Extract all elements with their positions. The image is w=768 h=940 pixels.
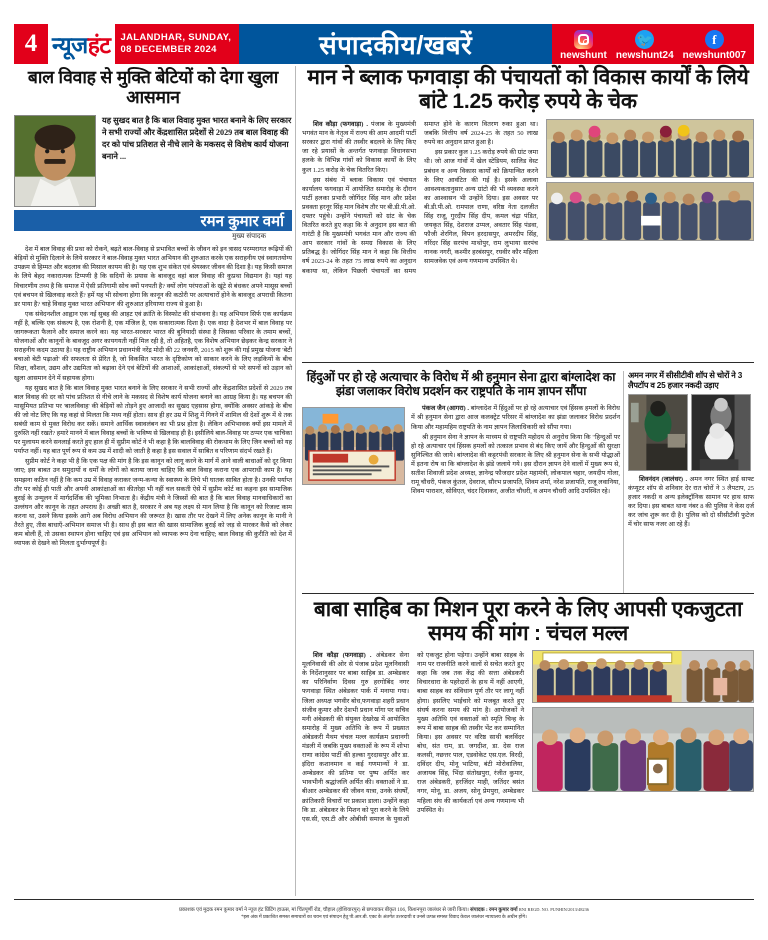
masthead-left-block: [14, 24, 115, 64]
page-footer: [14, 906, 754, 922]
hanuman-headline: हिंदुओं पर हो रहे अत्याचार के विरोध में श्री हनुमान सेना द्वारा बांग्लादेश का झंडा जलाकर विरोध प्रदर्शन कर राष्ट्रपति के नाम ज्ञापन सौंपा: [306, 370, 616, 398]
edition-date: [115, 24, 240, 64]
hanuman-sena-article: [302, 371, 620, 497]
cctv-text: अमन नगर स्थित हाई साफ्ट कंप्यूटर शॉप से शनिवार देर रात चोरों ने 3 लैपटाप, 25 हजार नकदी व अन्य इलेक्ट्रॉनिक सामान पर हाथ साफ कर दिया। इस बाबत थाना नंबर 8 की पुलिस ने केस दर्ज कर जांच शुरू कर दी है। पुलिस को दो सीसीटीवी फुटेज में चोर साफ नजर आ रहे हैं।: [628, 476, 754, 529]
social-facebook[interactable]: [683, 30, 746, 61]
cctv-footage-photo-1: [628, 394, 688, 471]
main-story-byline: शिव कौड़ा (फगवाड़ा) .: [313, 121, 368, 129]
social-instagram[interactable]: [560, 30, 607, 61]
main-story-text: पंजाब के मुख्यमंत्री भगवंत मान के नेतृत्व में राज्य की आम आदमी पार्टी सरकार द्वारा गांवों की तस्वीर बदलने के लिए किए जा रहे प्रयासों के अन्तर्गत फगवाड़ा विधानसभा हलके के विभिन्न गांवों को विकास कार्यों के लिए कुल 1.25 करोड़ के चेक वितरित किए।: [302, 121, 416, 174]
instagram-icon: [574, 30, 593, 49]
column-divider: [623, 371, 624, 593]
baba-sahib-article: [302, 598, 754, 824]
editorial-author-role: मुख्य संपादक: [232, 233, 266, 241]
baba-photos: [532, 650, 754, 792]
hanuman-text: बांग्लादेश में हिंदुओं पर हो रहे अत्याचार एवं हिंसक हमलों के विरोध में श्री हनुमान सेना द्वारा आज कलक्ट्रेट परिसर में बांग्लादेश का झंडा जलाकर विरोध प्रदर्शन किया और महामहिम राष्ट्रपति के नाम ज्ञापन जिलाधिकारी को सौंपा गया।: [411, 405, 620, 431]
logo-text-secondary: हंट: [87, 32, 111, 58]
cctv-paragraph: [628, 475, 754, 530]
footer-rni: RNI REGD. NO. PUNHIN/2013/48236: [518, 907, 589, 912]
section-title: संपादकीय/खबरें: [239, 24, 552, 64]
main-story-paragraph: इस संबंध में ब्लाक विकास एवं पंचायत कार्यालय फगवाड़ा में आयोजित समारोह के दौरान पार्टी हलका प्रभारी जोगिंदर सिंह मान और प्रदेश प्रवक्ता हरनूर सिंह मान विशेष तौर पर बी.डी.पी.ओ. दफ्तर पहुंचे। उन्होंने पंचायतों को ग्रांट के चेक वितरित करते हुए कहा कि ये अनुदान इस बात की गारंटी है कि मुख्यमंत्री भगवंत मान और राज्य की आप सरकार गांवों के समग्र विकास के लिए प्रतिबद्ध है। जोगिंदर सिंह मान ने कहा कि वित्तीय वर्ष 2023-24 के तहत 75 लाख रुपये का अनुदान बकाया था, लेकिन पिछली पंचायतों का समय समाप्त होने के कारण वितरण रुका हुआ था। जबकि वित्तीय वर्ष 2024-25 के तहत 50 लाख रुपये का अनुदान प्राप्त हुआ है।: [302, 121, 538, 275]
main-story-headline: मान ने ब्लाक फगवाड़ा की पंचायतों को विकास कार्यों के लिये बांटे 1.25 करोड़ रुपये के चेक: [307, 66, 749, 113]
twitter-icon: 🐦: [635, 30, 654, 49]
hanuman-body: [302, 404, 620, 496]
editorial-paragraph: देश में बाल विवाह की प्रथा को रोकने, बढ़ते बाल-विवाह से प्रभावित बच्चों के जीवन को इन त्रासद परम्परागत रूढ़ियों की बेड़ियों से मुक्ति दिलाने के लिये सरकार ने बाल-विवाह मुक्त भारत अभियान की शुरुआत करके एक सराहनीय एवं स्वागतयोग्य उपक्रम से हिम्मत और बदलाव की मिसाल कायम की है। यह एक शुभ संकेत एवं श्रेयस्कर जीवन की दिशा है। यह किसी समाज के लिये बेहद नकारात्मक टिप्पणी है कि सदियों के प्रयास के बावजूद वहां बाल विवाह की कुप्रथा विद्यमान है। यहां यह विचारणीय तथ्य है कि समाज में ऐसी प्रतिगामी सोच क्यों पनपती है? क्यों लोग परंपराओं के खूंटे से बंधकर अपने मासूस बच्चों एवं बचपन से खिलवाड़ करते हैं? हमें यह भी सोचना होगा कि कानून की कठोरी पर अत्याचारों होने के बावजूद अपराधी कितना डर पाया है? चाहे विवाह मुक्त भारत अभियान' की शुरुआत हरियाणा राज्य से हुआ है।: [14, 246, 292, 308]
editorial-body: [14, 245, 292, 548]
edition-date-line2: 08 DECEMBER 2024: [120, 44, 217, 55]
main-story-paragraph: इस प्रकार कुल 1.25 करोड़ रुपये की ग्रांट जमा थी। जो आज गांवों में खेल स्टेडियम, सालिड वेस्ट प्रबंधन व अन्य विकास कार्यों को क्रियान्वित करने के लिए आवंटित की गई है। इसके अलावा आवश्यकतानुसार अन्य ग्रांटो की भी व्यवस्था करने का आश्वासन भी उन्होंने दिया। इस अवसर पर बी.डी.पी.ओ. रामपाल राणा, वरिष्ठ नेता दलजीत सिंह राजू, गुरदीप सिंह दीप, कमल चंद्रा पंडित, जयकृत सिंह, देशराज उप्पल, अवतार सिंह पंडवा, फौजी शेरगिल, विपन हरदासपुर, अमरदीप सिंह, नरिंदर सिंह सरपंच माथोपुर, राम लुभाया सरपंच नानक नगरी, कश्मीर हरबंसपुर, रघवीर कौर महिला सामजवेक एवं अन्य गणमान्य उपस्थित थे।: [424, 149, 538, 266]
editorial-intro-block: [14, 115, 292, 207]
baba-text: अंबेडकर सेना मूलनिवासी की ओर से पंजाब प्रदेश मूलनिवासी के निर्देशानुसार पर बाबा साहिब डा. अम्बेडकर का परिनिर्वाण दिवस गुरु हरगोबिंद नगर फगवाड़ा स्थित अंबेडकर पार्क में मनाया गया। जिला अध्यक्ष भगवीर बोध,फगवाड़ा शहरी प्रधान संजीव कुमार और देशभी प्रधान माँगा पर सचिव मनी अंबेडकरी की संयुक्त देखरेख में आयोजित समारोह में मुख्य अतिथि के रूप में प्रख्यात अंबेडकरी मैथम चंचल मल्ल कार्यक्रम प्रधानगी मंडली में जबकि मुख्य वक्ताओं के रूप में शोभा राणा कांग्रेस पार्टी की हल्का गुरदासपुर और डा. इंदिरा कशानमान व कई गणमान्यों ने डा. अम्बेडकर की प्रतिमा पर पुष्प अर्पित कर भावभीनी श्रद्धांजलि अर्पित की। वक्ताओं ने डा. बीआर अम्बेडकर की जीवन यात्रा, उनके संघर्षों, क्रांतिकारी विचारों पर प्रकाश डाला। उन्होंने कहा कि डा. अंबेडकर के मिशन को पूरा करने के लिये एस.सी, एस.टी और ओबीसी समाज के युवाओं को एकजुट होना पड़ेगा। उन्होंने बाबा साहब के नाम पर राजनीति करने वालों से सचेत करते हुए कहा कि जब तक केंद्र की सत्ता अंबेडकरी विचारधारा के पहरेदारों के हाथ में नहीं आएगी, बाबा साहब का संविधान पूर्ण तौर पर लागू नहीं होगा। इसलिए भाईचारे को मजबूत करते हुए संघर्ष करना समय की मांग है। आयोजकों ने मुख्य अतिथि एवं वक्ताओं को स्मृति चिन्ह के रूप में बाबा साहब की तस्वीर भेंट कर सम्मानित किया। इस अवसर पर वरिष्ठ साथी बलविंदर बोध, संत राम, डा. जगदीश, डा. देस राज कलसी, नछत्तर पाल, एडवोकेट एस.एल. विरदी, दविंदर दीप, मोनू भाटिया, बंटी मोरोवालिया, अजायब सिंह, भिंदा संतोखपुरा, रंजीत कुमार, राज अंबेडकरी, हरजिंदर माही, जतिंदर बसंत नगर, मोनू, डा. अजय, सोनू प्रेमपुरा, अम्बेडकर महिला संघ की कार्यकर्ता एवं अन्य गणमान्य भी उपस्थित थे।: [302, 652, 524, 823]
cctv-headline: अमन नगर में सीसीटीवी शॉप से चोरों ने 3 लैपटॉप व 25 हजार नकदी उड़ाए: [628, 371, 743, 390]
editorial-paragraph: यह सुखद बात है कि बाल विवाह मुक्त भारत बनाने के लिए सरकार ने सभी राज्यों और केंद्रशासित प्रदेशों से 2029 तब बाल विवाह की दर को पांच प्रतिशत से नीचे लाने के मकसद से विशेष कार्य योजना बनाने का आग्रह किया है। यह बचपन की मासूमियत प्रतिभा पर 'बालविवाह' की बेड़ियों को तोड़ने हुए आजादी का सुखद एहसास होगा, क्योंकि अक्सर आंकड़े के बीच की जो नोट लिए कि यह कहां से मिलता कि मध्य नहीं होता। साथ ही हर उम्र में शिशु में गिनने में शामिल थी देशों शुरू में थे तक सबंधी काम से मुक्त विरोध कर सकें। समाने आर्थिक स्वावलंबन का भी प्रश्न होता है। लेकिन अभिभावक क्यों इस मामले में दुरुस्ति नहीं रखते? हमारे मानने में बाल विवाह बच्चों के भविष्य से खिलवाड़ ही है। इसीलिये बाल-विवाह पर ठप्पर एक चाचिका पर मुलायम करने सनलाई करते हुए हाल ही में सुप्रीम कोर्ट ने भी कहा है कि बालविवाह की रोकथाम के लिए जिन बच्चों को यह पर्याप्त नहीं। यह बात पूर्ण रूप से कम उम्र में शादी को जाती है कहा है इस सवाल में साबित व परिणाम संदर्भ रखते हैं।: [14, 384, 292, 456]
baba-headline: बाबा साहिब का मिशन पूरा करने के लिए आपसी एकजुटता समय की मांग : चंचल मल्ल: [313, 598, 743, 645]
hanuman-paragraph: श्री हनुमान सेना ने ज्ञापन के माध्यम से राष्ट्रपति महोदय से अनुरोध किया कि "हिन्दुओं पर हो रहे अत्याचार एवं हिंसक हमलों को तत्काल प्रभाव से बंद किए जायें और हिन्दुओं की सुरक्षा सुनिश्चित की जाये। बांग्लादेश की कट्टरपंथी सरकार के लिए श्री हनुमान सेना के सभी योद्धाओं में इतना रोष था कि बांग्लादेश के झंडे जलाये गये। इस दौरान ज्ञापन देने वालों में मुख्य रूप से, सतीश शिवाजी प्रदेश अध्यक्ष, ज्ञानेन्द्र फौजदार प्रदेश महामंत्री, लोकपाल चहार, जयदीप गोला, रामू चौधरी, पंकज कुंतल, देवराज, सौरभ प्रजापति, शिवम शर्मा, नरेश प्रजापति, राजू लवानिया, शिवम पाराशर, सोविएत, चंदर दिवाकर, अजीत चौधरी, व अमन चौधरी आदि उपस्थित रहे।: [411, 433, 620, 496]
footer-imprint: [14, 906, 754, 914]
hanuman-byline: पंकज जैन (आगरा) .: [422, 405, 470, 413]
social-handle: newshunt007: [682, 50, 746, 61]
facebook-icon: f: [705, 30, 724, 49]
editorial-author-bar: [14, 210, 292, 231]
main-story-photo-1: [546, 119, 754, 178]
main-story-article: [302, 66, 754, 276]
social-handle: newshunt24: [615, 50, 674, 61]
social-links: [552, 24, 754, 64]
footer-legal: *इस अंक में प्रकाशित समस्त समाचारों का चयन एवं संपादन हेतु पी.आर.बी. एक्ट के अंतर्गत उत्तरदायी व उनसे उत्पन्न समस्त विवाद केवल जालंधर न्यायालय के अधीन होंगे।: [241, 915, 527, 920]
section-divider: [302, 362, 754, 363]
baba-group-photo: [532, 650, 754, 703]
social-twitter[interactable]: [616, 30, 674, 61]
editorial-headline: बाल विवाह से मुक्ति बेटियों को देगा खुला आसमान: [27, 67, 279, 107]
baba-paragraph: [302, 651, 524, 824]
main-story-photo-2: [546, 182, 754, 241]
main-story-photos: [546, 119, 754, 245]
main-story-paragraph: [302, 120, 416, 175]
footer-publisher: प्रकाशक एवं मुद्रक रमन कुमार वर्मा ने न्यूज हंट प्रिंटिंग हाऊस, मां चिंतपूर्णी रोड, चौहाल (होशियारपुर) से छपवाकर बीकृत 106, किशनपुरा जालंधर से जारी किया।: [178, 907, 469, 913]
editorial-paragraph: एक संवेदनशील आह्वान एक नई सुबह की आहट एवं क्रांति के विस्फोट की संभावना है। यह अभियान सिर्फ एक कार्यक्रम नहीं है, बल्कि एक संकल्प है, एक रोशनी है, एक मंजिल है, एक सकारात्मक दिशा है। एक वादा है देशभर में बाल विवाह पर जागरूकता फैलाने और समाज करने का। यह भारत-सरकार भारत की बुनियादी संस्था है जिसका परिवार के तमाम बच्चों, योजनाओं और कानूनों के बावजूद अगर कायगयती नहीं मिल रही है, तो अहितहै, एक विशेष अभियान छेड़कर केन्द्र सरकार ने सराहनीय कदम उठाया है। यह राष्ट्रीय अभियान प्रधानमंत्री नरेंद्र मोदी की 22 जनवरी, 2015 को शुरू की गई प्रमुख योजना 'बेटी बचाओ बेटी पढ़ाओ' की सफलता से प्रेरित है, जो विकसित भारत के दृष्टिकोण को साकार करने के लिए लड़कियों के बीच शिक्षा, कौशल, उद्यम और उद्यमिता को बढ़ावा देने एवं बेटियों की आशाओं, आकांक्षाओं, संकल्पों से भरे सपनों को उड़ान को खुला आसमान देने में सहायक होगा।: [14, 310, 292, 382]
baba-body: [302, 651, 524, 824]
cctv-body: [628, 475, 754, 530]
editorial-intro-text: यह सुखद बात है कि बाल विवाह मुक्त भारत बनाने के लिए सरकार ने सभी राज्यों और केंद्रशासित प्रदेशों से 2029 तब बाल विवाह की दर को पांच प्रतिशत से नीचे लाने के मकसद से विशेष कार्य योजना बनाने ...: [102, 116, 292, 162]
column-divider: [295, 66, 296, 896]
edition-date-line1: JALANDHAR, SUNDAY,: [120, 32, 232, 43]
cctv-photos: [628, 394, 754, 471]
editorial-paragraph: सुप्रीम कोर्ट ने कहा भी है कि एक पक्ष की मांग है कि इस कानून को लागू करने के मार्ग में आने वाली बाधाओं को दूर किया जाए; इस बाबत उन समुदायों व धर्मों के लोगों को बताया जाना चाहिए कि बाल विवाह कराना एक आपराधी काम है। यह समझना कठिन नहीं है कि कम उम्र में विवाह कराकर जन्म-कन्या के स्वास्थ्य के लिये भी घातक साबित होता है। उनकी पर्याप्त तौर पर कोई ही पाती और अपनी आकांक्षाओं का कीतरेहा भी नहीं चल सकती ऐसे में सुप्रीम कोर्ट का कहना इस सामाजिक बुराई के उन्मूलन में मार्गदर्शिक की भूमिका निभाता है। केंद्रीय मंत्री ने जिस्सों की बात है कि बाल विवाह मानवाधिकारों का उल्लंघन और कानून के तहत अपराध है। अच्छी बात है, सरकार ने अब यह लक्ष्य से मान लिया है कि कानून को रिजल्ट काम करना था, उसने किया इसके आगे अब विरोध अभियान की जरूरत है। खास तौर पर देखने में लिए अनेक कानून के मानी ने तैरते हुए, तीस बाधाएँ-अभिमान समाज भी है। साथ ही इस बात की खास सामाजिक बुराई को जड़ से मारकर कैसे को लेकर कम बोली हैं, तो उसका स्थापन होना चाहिए एवं इस अभियान को व्यापक रूप देना चाहिए; बाल विवाह की कुरीति को देश में व्यापक से देखने को मिलता दुर्भाग्यपूर्ण है।: [14, 458, 292, 548]
cctv-theft-article: [628, 371, 754, 531]
main-story-body: [302, 120, 538, 276]
hanuman-protest-photo: [302, 407, 405, 485]
baba-byline: शिव कौड़ा (फगवाड़ा) .: [313, 652, 372, 660]
footer-editor: संपादक : रमन कुमार वर्मा: [470, 907, 518, 913]
editorial-author-name: रमन कुमार वर्मा: [200, 212, 284, 230]
baba-women-photo: [532, 707, 754, 792]
editorial-article: [14, 68, 292, 549]
cctv-footage-photo-2: [691, 394, 751, 471]
footer-divider: [14, 899, 754, 900]
cctv-byline: शिवनंदन (जालंधर) .: [639, 476, 688, 483]
masthead: [14, 24, 754, 64]
page-number: 4: [24, 30, 38, 57]
section-divider: [302, 593, 754, 594]
editor-portrait-photo: [14, 115, 96, 207]
newshunt-logo: [48, 24, 115, 64]
logo-text-primary: न्यूज: [52, 32, 88, 58]
social-handle: newshunt: [560, 50, 607, 61]
